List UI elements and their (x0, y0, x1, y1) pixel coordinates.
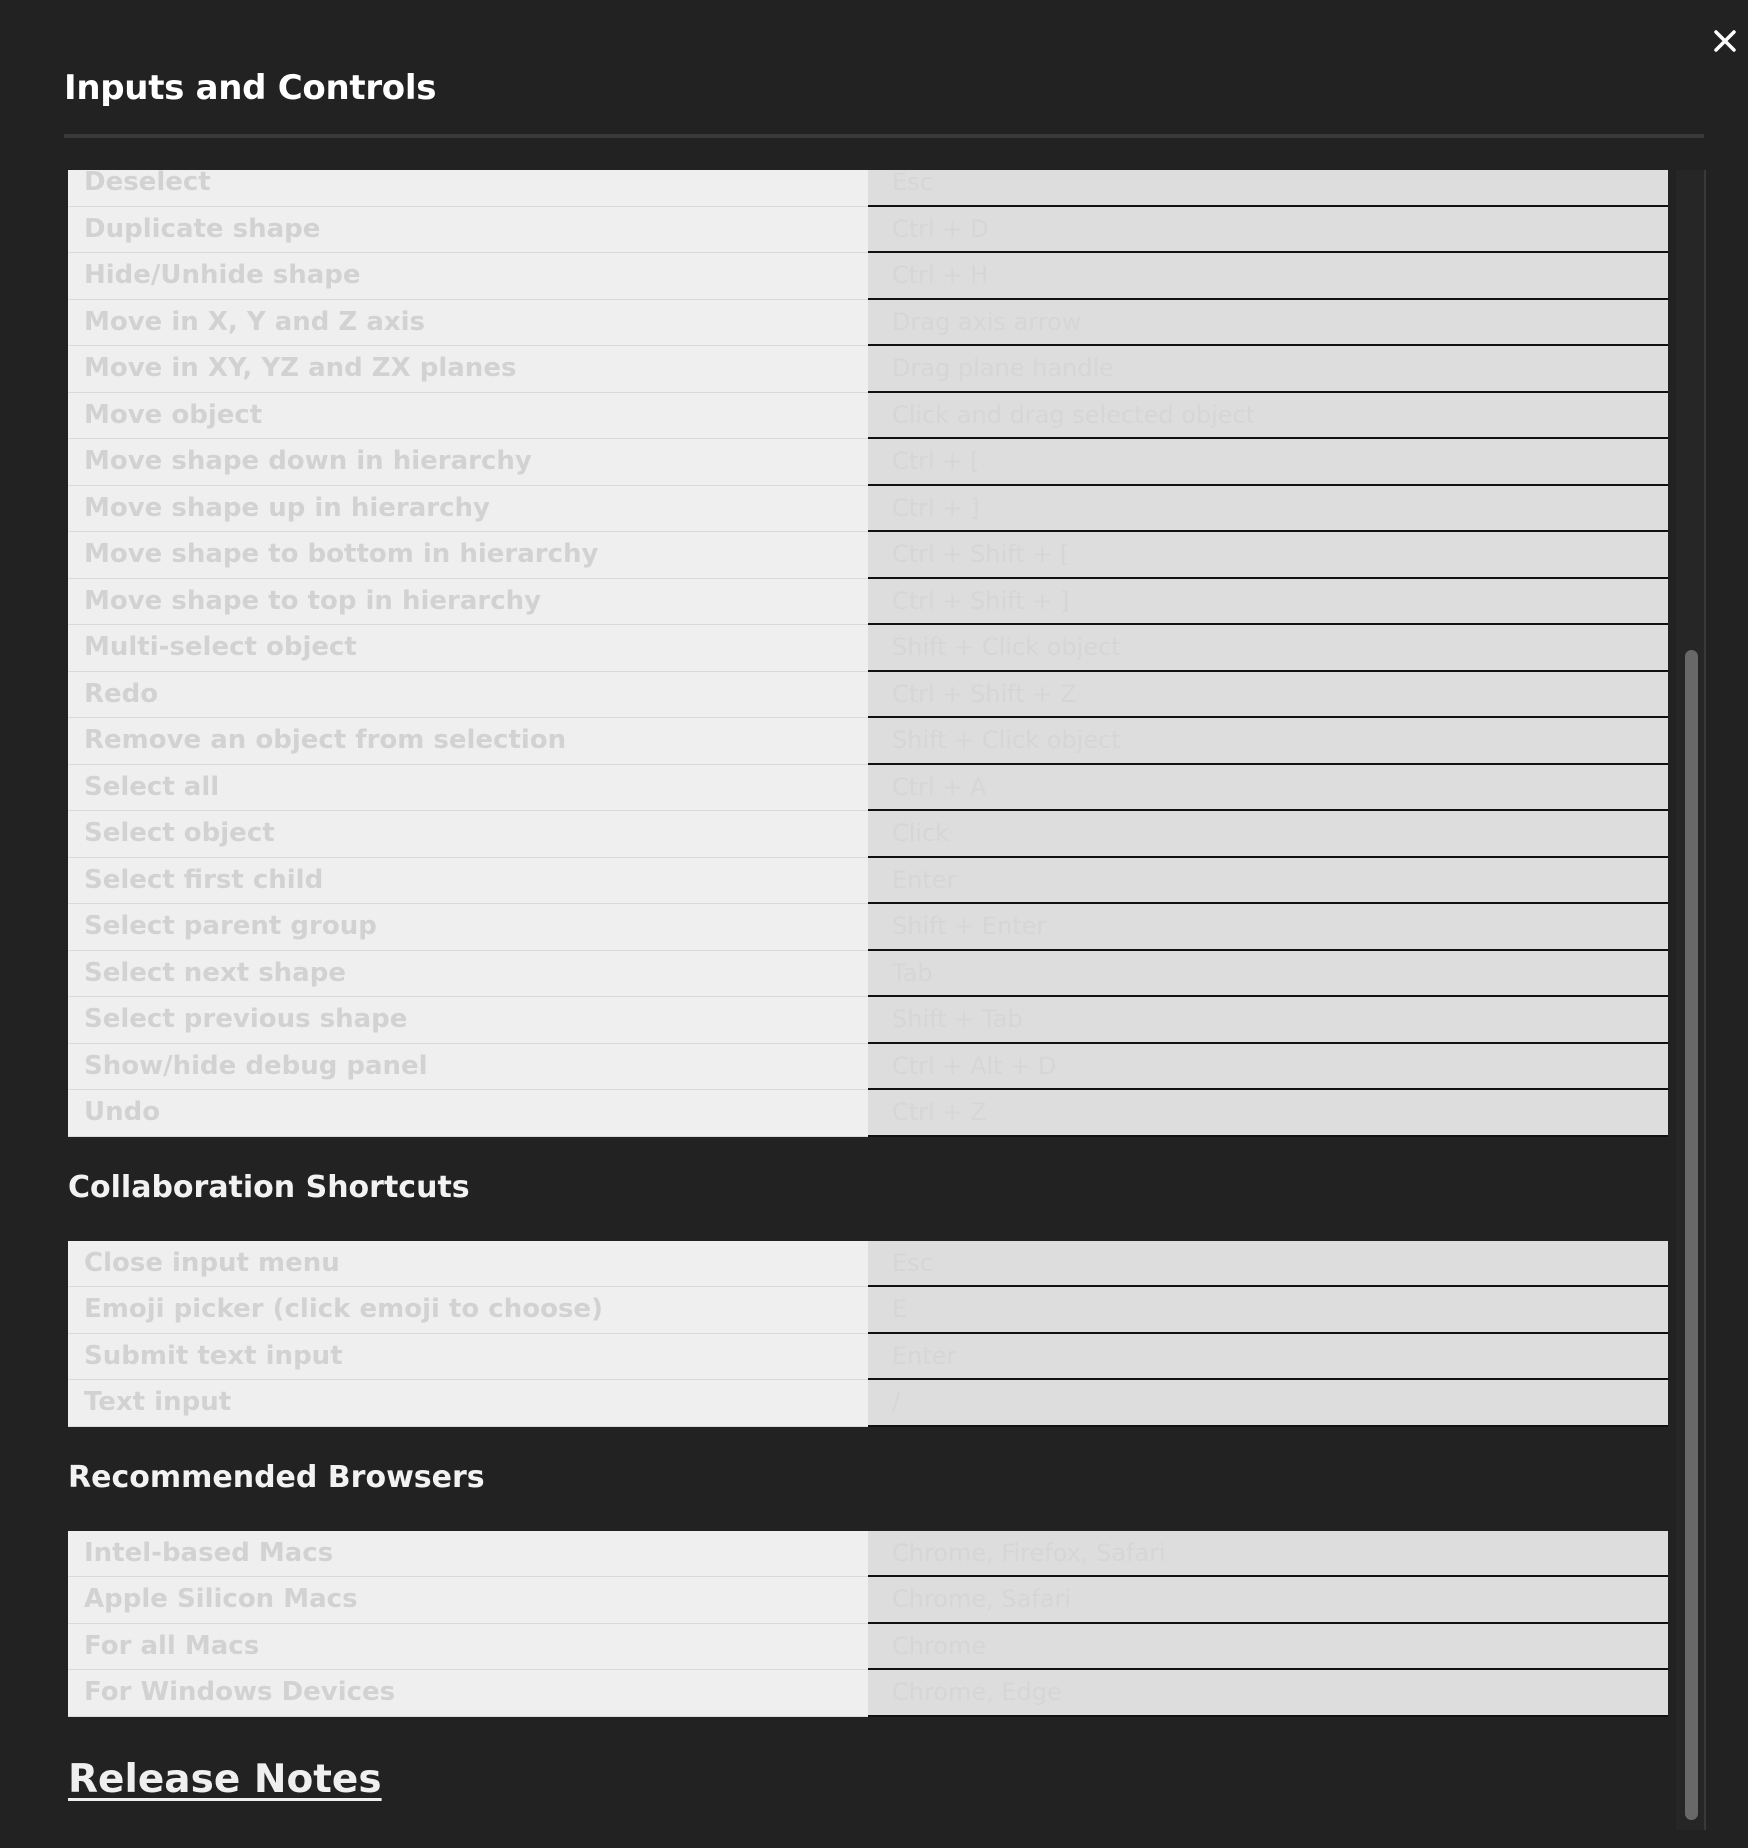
shortcut-cell: Click and drag selected object (868, 393, 1668, 440)
shortcut-cell: Shift + Enter (868, 904, 1668, 951)
close-icon (1713, 29, 1737, 53)
shortcut-cell: Drag axis arrow (868, 300, 1668, 347)
table-row (68, 1380, 1668, 1427)
action-cell: Move object (68, 393, 868, 440)
shortcut-cell: Shift + Tab (868, 997, 1668, 1044)
action-cell: Move in XY, YZ and ZX planes (68, 346, 868, 393)
table-row (68, 904, 1668, 951)
shortcut-cell: Chrome, Edge (868, 1670, 1668, 1717)
shortcut-cell: Esc (868, 1241, 1668, 1288)
table-row (68, 253, 1668, 300)
table-row (68, 811, 1668, 858)
action-cell: For Windows Devices (68, 1670, 868, 1717)
action-cell: Select previous shape (68, 997, 868, 1044)
action-cell: Move shape to bottom in hierarchy (68, 532, 868, 579)
table-row (68, 951, 1668, 998)
shortcut-cell: / (868, 1380, 1668, 1427)
action-cell: Apple Silicon Macs (68, 1577, 868, 1624)
action-cell: Select next shape (68, 951, 868, 998)
object-shortcuts-table (68, 170, 1668, 1137)
action-cell: Select all (68, 765, 868, 812)
action-cell: Move in X, Y and Z axis (68, 300, 868, 347)
shortcut-cell: Chrome, Firefox, Safari (868, 1531, 1668, 1578)
content-inner (68, 170, 1668, 1805)
table-row (68, 486, 1668, 533)
action-cell: Close input menu (68, 1241, 868, 1288)
shortcut-cell: Click (868, 811, 1668, 858)
shortcut-cell: Esc (868, 170, 1668, 207)
shortcut-cell: Ctrl + Shift + Z (868, 672, 1668, 719)
table-row (68, 1044, 1668, 1091)
shortcut-cell: Chrome (868, 1624, 1668, 1671)
shortcut-cell: Ctrl + Shift + ] (868, 579, 1668, 626)
scrollbar[interactable] (1676, 170, 1706, 1830)
shortcut-cell: Enter (868, 1334, 1668, 1381)
scroll-thumb[interactable] (1685, 650, 1698, 1820)
shortcut-cell: Ctrl + ] (868, 486, 1668, 533)
table-row (68, 300, 1668, 347)
action-cell: Duplicate shape (68, 207, 868, 254)
table-row (68, 579, 1668, 626)
table-row (68, 718, 1668, 765)
shortcut-cell: Tab (868, 951, 1668, 998)
shortcut-cell: E (868, 1287, 1668, 1334)
shortcut-cell: Ctrl + H (868, 253, 1668, 300)
shortcut-cell: Shift + Click object (868, 625, 1668, 672)
action-cell: Undo (68, 1090, 868, 1137)
table-row (68, 1090, 1668, 1137)
table-row (68, 625, 1668, 672)
action-cell: Submit text input (68, 1334, 868, 1381)
table-row (68, 346, 1668, 393)
shortcut-cell: Drag plane handle (868, 346, 1668, 393)
action-cell: Select parent group (68, 904, 868, 951)
action-cell: Show/hide debug panel (68, 1044, 868, 1091)
shortcut-cell: Ctrl + D (868, 207, 1668, 254)
collaboration-heading: Collaboration Shortcuts (68, 1169, 470, 1205)
action-cell: For all Macs (68, 1624, 868, 1671)
shortcut-cell: Ctrl + Shift + [ (868, 532, 1668, 579)
action-cell: Redo (68, 672, 868, 719)
table-row (68, 1624, 1668, 1671)
release-notes-link[interactable]: Release Notes (68, 1756, 382, 1802)
table-row (68, 1287, 1668, 1334)
action-cell: Move shape down in hierarchy (68, 439, 868, 486)
action-cell: Remove an object from selection (68, 718, 868, 765)
action-cell: Intel-based Macs (68, 1531, 868, 1578)
browsers-heading: Recommended Browsers (68, 1459, 485, 1495)
table-row (68, 1241, 1668, 1288)
close-button[interactable] (1704, 20, 1746, 62)
collaboration-shortcuts-table (68, 1241, 1668, 1427)
action-cell: Deselect (68, 170, 868, 207)
table-row (68, 170, 1668, 207)
shortcut-cell: Chrome, Safari (868, 1577, 1668, 1624)
shortcut-cell: Enter (868, 858, 1668, 905)
table-row (68, 207, 1668, 254)
table-row (68, 1334, 1668, 1381)
table-row (68, 997, 1668, 1044)
title-divider (64, 134, 1704, 138)
table-row (68, 858, 1668, 905)
shortcut-cell: Ctrl + Z (868, 1090, 1668, 1137)
shortcut-cell: Ctrl + A (868, 765, 1668, 812)
table-row (68, 532, 1668, 579)
scroll-content[interactable] (68, 170, 1668, 1840)
action-cell: Multi-select object (68, 625, 868, 672)
table-row (68, 393, 1668, 440)
shortcut-cell: Ctrl + Alt + D (868, 1044, 1668, 1091)
table-row (68, 1531, 1668, 1578)
action-cell: Select object (68, 811, 868, 858)
action-cell: Text input (68, 1380, 868, 1427)
table-row (68, 672, 1668, 719)
table-row (68, 1670, 1668, 1717)
recommended-browsers-table (68, 1531, 1668, 1717)
action-cell: Hide/Unhide shape (68, 253, 868, 300)
dialog-title: Inputs and Controls (64, 68, 437, 108)
table-row (68, 765, 1668, 812)
table-row (68, 1577, 1668, 1624)
table-row (68, 439, 1668, 486)
action-cell: Move shape to top in hierarchy (68, 579, 868, 626)
action-cell: Move shape up in hierarchy (68, 486, 868, 533)
action-cell: Select first child (68, 858, 868, 905)
shortcut-cell: Shift + Click object (868, 718, 1668, 765)
action-cell: Emoji picker (click emoji to choose) (68, 1287, 868, 1334)
shortcut-cell: Ctrl + [ (868, 439, 1668, 486)
